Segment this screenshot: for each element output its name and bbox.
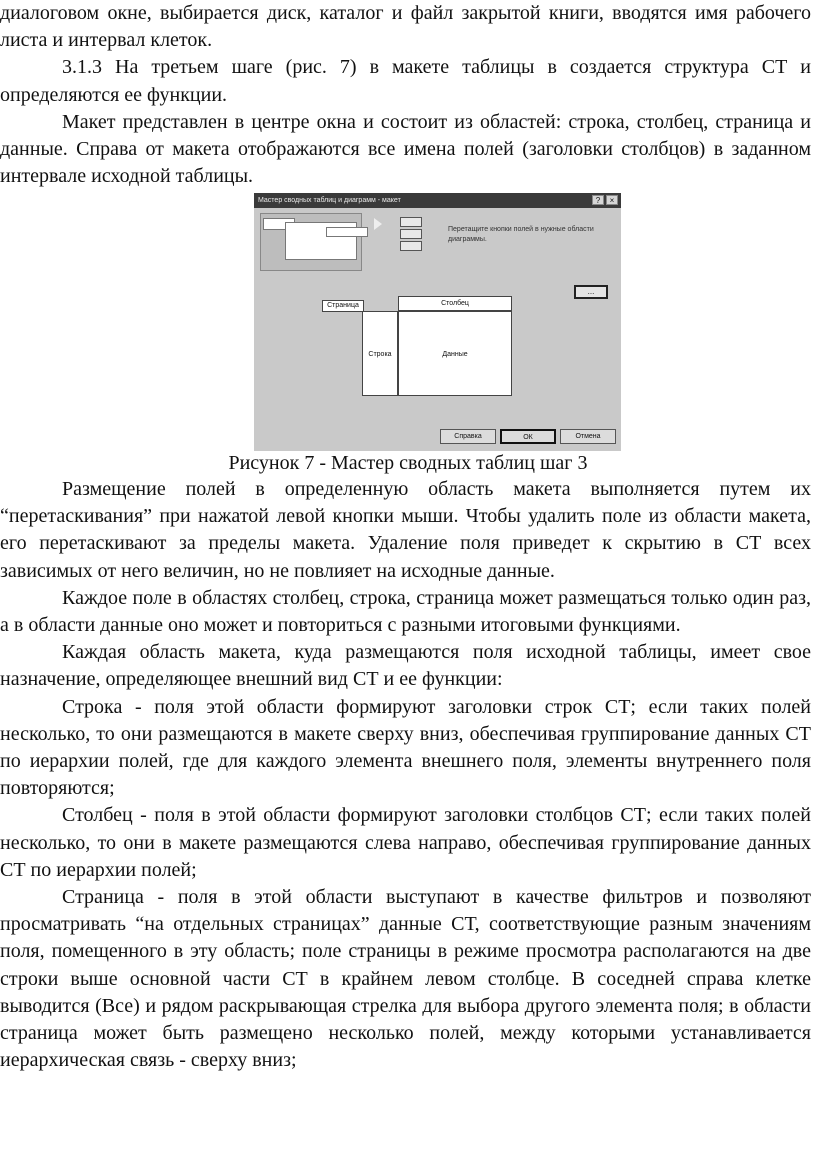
- paragraph-layout-description: Макет представлен в центре окна и состоит из областей: строка, столбец, страница и данные. Справа от макета отображаются все имена полей (заголовки столбцов) в заданном интервале исходной таблицы.: [0, 110, 811, 188]
- paragraph-column-area: Столбец - поля в этой области формируют заголовки столбцов СТ; если таких полей несколько, то они в макете размещаются слева направо, обеспечивая группирование данных СТ по иерархии полей;: [0, 804, 811, 881]
- field-button-3[interactable]: [400, 241, 422, 251]
- arrow-right-icon: [374, 218, 382, 230]
- help-button[interactable]: Справка: [440, 429, 496, 444]
- preview-table: [285, 222, 357, 260]
- paragraph-drag-fields: Размещение полей в определенную область макета выполняется путем их “перетаскивания” при нажатой левой кнопки мыши. Чтобы удалить поле из области макета, его перетаскивают за пределы макета. Удаление поля приведет к скрытию в СТ всех зависимых от него величин, но не повлияет на исходные данные.: [0, 478, 811, 582]
- page-area[interactable]: Страница: [322, 300, 364, 312]
- field-button-2[interactable]: [400, 229, 422, 239]
- close-titlebar-button[interactable]: ×: [606, 195, 618, 205]
- wizard-title: Мастер сводных таблиц и диаграмм - макет: [258, 197, 401, 204]
- drag-hint-text: Перетащите кнопки полей в нужные области диаграммы.: [448, 226, 594, 243]
- paragraph-row-area: Строка - поля этой области формируют заголовки строк СТ; если таких полей несколько, то они размещаются в макете сверху вниз, обеспечивая группирование данных СТ по иерархии полей, где для каждого элемента внешнего поля, элементы внутреннего поля повторяются;: [0, 695, 811, 800]
- pivot-wizard-screenshot: [254, 193, 621, 451]
- figure-caption: Рисунок 7 - Мастер сводных таблиц шаг 3: [228, 452, 588, 474]
- ok-button[interactable]: ОК: [500, 429, 556, 444]
- top-text-block: [0, 0, 813, 190]
- field-button-1[interactable]: [400, 217, 422, 227]
- bottom-text-block: [0, 476, 813, 1074]
- cancel-button[interactable]: Отмена: [560, 429, 616, 444]
- layout-preview-thumbnail: [260, 213, 362, 271]
- paragraph-continuation: диалоговом окне, выбирается диск, каталог и файл закрытой книги, вводятся имя рабочего листа и интервал клеток.: [0, 2, 811, 52]
- row-area[interactable]: Строка: [362, 311, 398, 396]
- paragraph-field-once: Каждое поле в областях столбец, строка, страница может размещаться только один раз, а в области данные оно может и повториться с разными итоговыми функциями.: [0, 586, 811, 637]
- paragraph-area-purpose: Каждая область макета, куда размещаются поля исходной таблицы, имеет свое назначение, определяющее внешний вид СТ и ее функции:: [0, 641, 811, 691]
- paragraph-step-3: 3.1.3 На третьем шаге (рис. 7) в макете таблицы в создается структура СТ и определяются ее функции.: [0, 56, 811, 106]
- data-area[interactable]: Данные: [398, 311, 512, 396]
- wizard-titlebar: [254, 193, 621, 208]
- column-area[interactable]: Столбец: [398, 296, 512, 311]
- preview-column-strip: [326, 227, 368, 237]
- help-titlebar-button[interactable]: ?: [592, 195, 604, 205]
- options-button[interactable]: ...: [574, 285, 608, 299]
- paragraph-page-area: Страница - поля в этой области выступают в качестве фильтров и позволяют просматривать “на отдельных страницах” данные СТ, соответствующие разным значениям поля, помещенного в эту область; поле страницы в режиме просмотра располагаются на две строки выше основной части СТ в крайнем левом столбце. В соседней справа клетке выводится (Все) и рядом раскрывающая стрелка для выбора другого элемента поля; в области страница может быть размещено несколько полей, между которыми устанавливается иерархическая связь - сверху вниз;: [0, 886, 811, 1072]
